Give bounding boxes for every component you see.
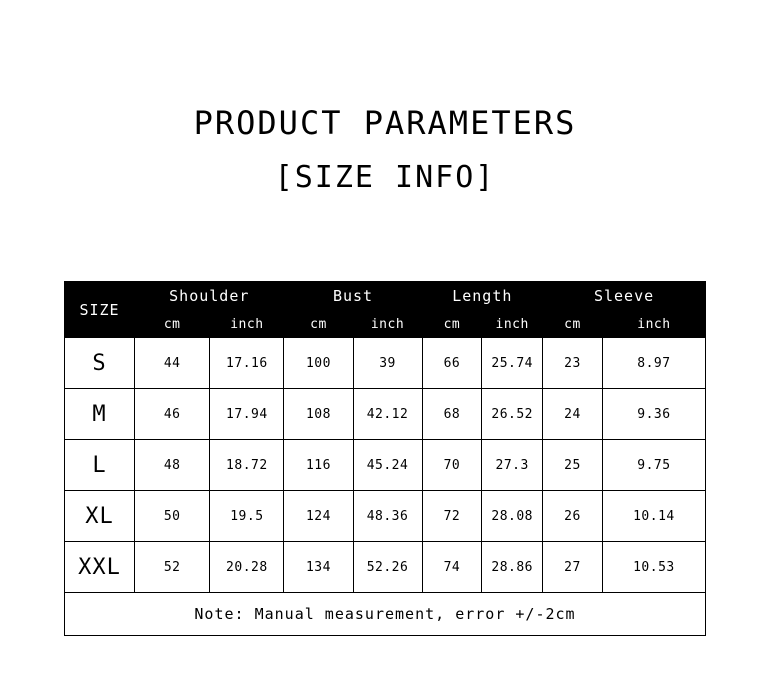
cell-length-cm: 74: [422, 542, 482, 593]
table-row: [65, 389, 706, 440]
row-size-label: L: [65, 440, 135, 491]
cell-shoulder-cm: 52: [135, 542, 210, 593]
header-unit-shoulder-cm: cm: [135, 311, 210, 338]
cell-length-inch: 27.3: [482, 440, 543, 491]
header-unit-sleeve-cm: cm: [543, 311, 603, 338]
size-table: [64, 281, 706, 636]
cell-sleeve-cm: 26: [543, 491, 603, 542]
cell-bust-inch: 48.36: [353, 491, 422, 542]
header-group-shoulder: Shoulder: [135, 282, 284, 311]
cell-shoulder-inch: 18.72: [210, 440, 284, 491]
cell-sleeve-cm: 24: [543, 389, 603, 440]
page-title: PRODUCT PARAMETERS: [193, 104, 577, 142]
cell-bust-cm: 108: [284, 389, 353, 440]
cell-shoulder-cm: 50: [135, 491, 210, 542]
table-note-row: [65, 593, 706, 636]
cell-sleeve-inch: 9.75: [602, 440, 705, 491]
table-header-units: [65, 311, 706, 338]
cell-bust-cm: 134: [284, 542, 353, 593]
cell-length-inch: 26.52: [482, 389, 543, 440]
cell-shoulder-inch: 20.28: [210, 542, 284, 593]
header-unit-bust-inch: inch: [353, 311, 422, 338]
cell-length-cm: 72: [422, 491, 482, 542]
cell-shoulder-inch: 19.5: [210, 491, 284, 542]
header-group-sleeve: Sleeve: [543, 282, 706, 311]
header-unit-shoulder-inch: inch: [210, 311, 284, 338]
header-unit-bust-cm: cm: [284, 311, 353, 338]
header-unit-length-cm: cm: [422, 311, 482, 338]
size-chart: [64, 281, 706, 636]
row-size-label: XL: [65, 491, 135, 542]
cell-bust-inch: 42.12: [353, 389, 422, 440]
cell-sleeve-inch: 10.53: [602, 542, 705, 593]
table-header-groups: [65, 282, 706, 311]
table-row: [65, 338, 706, 389]
header-unit-length-inch: inch: [482, 311, 543, 338]
row-size-label: M: [65, 389, 135, 440]
cell-sleeve-cm: 25: [543, 440, 603, 491]
cell-length-inch: 25.74: [482, 338, 543, 389]
cell-sleeve-inch: 9.36: [602, 389, 705, 440]
header-group-length: Length: [422, 282, 543, 311]
cell-shoulder-inch: 17.94: [210, 389, 284, 440]
row-size-label: XXL: [65, 542, 135, 593]
cell-shoulder-inch: 17.16: [210, 338, 284, 389]
cell-shoulder-cm: 46: [135, 389, 210, 440]
measurement-note: Note: Manual measurement, error +/-2cm: [65, 593, 706, 636]
cell-bust-cm: 124: [284, 491, 353, 542]
cell-sleeve-inch: 8.97: [602, 338, 705, 389]
cell-bust-cm: 116: [284, 440, 353, 491]
cell-bust-inch: 39: [353, 338, 422, 389]
header-unit-sleeve-inch: inch: [602, 311, 705, 338]
cell-bust-inch: 45.24: [353, 440, 422, 491]
cell-shoulder-cm: 48: [135, 440, 210, 491]
cell-length-inch: 28.08: [482, 491, 543, 542]
cell-sleeve-cm: 23: [543, 338, 603, 389]
cell-shoulder-cm: 44: [135, 338, 210, 389]
cell-bust-cm: 100: [284, 338, 353, 389]
table-row: [65, 440, 706, 491]
cell-sleeve-inch: 10.14: [602, 491, 705, 542]
cell-length-cm: 70: [422, 440, 482, 491]
cell-bust-inch: 52.26: [353, 542, 422, 593]
table-row: [65, 542, 706, 593]
table-row: [65, 491, 706, 542]
page-subtitle: [SIZE INFO]: [274, 160, 496, 195]
cell-sleeve-cm: 27: [543, 542, 603, 593]
row-size-label: S: [65, 338, 135, 389]
cell-length-inch: 28.86: [482, 542, 543, 593]
cell-length-cm: 66: [422, 338, 482, 389]
header-size: SIZE: [65, 282, 135, 338]
cell-length-cm: 68: [422, 389, 482, 440]
header-group-bust: Bust: [284, 282, 422, 311]
